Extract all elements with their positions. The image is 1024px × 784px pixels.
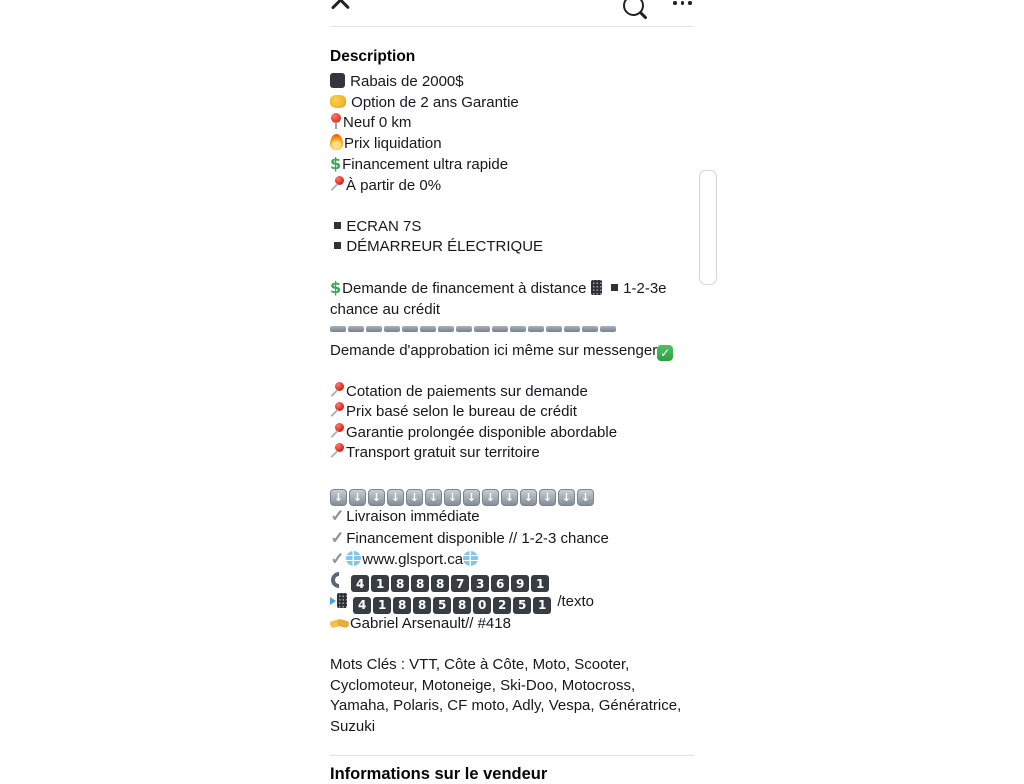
keycap-digit-icon: 8 <box>411 575 429 592</box>
minus-icon <box>492 326 508 332</box>
dollar-icon <box>330 278 341 300</box>
description-line <box>330 217 694 238</box>
square-bullet-icon <box>334 222 341 229</box>
minus-icon <box>330 326 346 332</box>
keycap-digit-icon: 7 <box>451 575 469 592</box>
keycap-digit-icon: 1 <box>533 597 551 614</box>
text-run: Gabriel Arsenault// #418 <box>350 615 511 632</box>
globe-icon <box>346 551 361 566</box>
keycap-digit-icon: 5 <box>513 597 531 614</box>
text-run: Yamaha, Polaris, CF moto, Adly, Vespa, Génératrice, <box>330 697 682 714</box>
text-run: Prix basé selon le bureau de crédit <box>346 403 577 420</box>
text-run: Financement disponible // 1-2-3 chance <box>346 529 609 547</box>
keycap-digit-icon: 8 <box>431 575 449 592</box>
keycap-digit-icon: 1 <box>373 597 391 614</box>
description-line <box>330 341 694 362</box>
text-run: Rabais de 2000$ <box>346 73 464 90</box>
description-line <box>330 717 694 738</box>
text-run: Transport gratuit sur territoire <box>346 444 540 461</box>
description-line <box>330 592 694 614</box>
keycap-digit-icon: 3 <box>471 575 489 592</box>
keycap-digit-icon: 0 <box>473 597 491 614</box>
keycap-digit-icon: 8 <box>391 575 409 592</box>
arrow-down-icon <box>444 489 461 506</box>
description-line <box>330 676 694 697</box>
dollar-icon <box>330 154 341 176</box>
description-line <box>330 361 694 382</box>
arrow-down-icon <box>406 489 423 506</box>
text-run: Option de 2 ans Garantie <box>347 93 519 111</box>
description-line <box>330 300 694 321</box>
description-line <box>330 196 694 217</box>
pushpin-icon <box>330 402 345 418</box>
arrow-down-icon <box>387 489 404 506</box>
minus-icon <box>582 326 598 332</box>
minus-icon <box>600 326 616 332</box>
description-line <box>330 443 694 464</box>
minus-icon <box>348 326 364 332</box>
description-line <box>330 549 694 571</box>
keycap-digit-icon: 4 <box>351 575 369 592</box>
text-run: chance au crédit <box>330 300 441 318</box>
section-divider <box>330 755 694 756</box>
keycap-digit-icon: 8 <box>453 597 471 614</box>
minus-icon <box>438 326 454 332</box>
minus-icon <box>474 326 490 332</box>
text-run: Livraison immédiate <box>346 508 480 525</box>
minus-icon <box>420 326 436 332</box>
description-line <box>330 258 694 279</box>
description-line <box>330 402 694 423</box>
description-line <box>330 176 694 197</box>
arrow-down-icon <box>368 489 385 506</box>
check-gray-icon <box>330 506 344 528</box>
arrow-down-icon <box>520 489 537 506</box>
arrow-down-icon <box>539 489 556 506</box>
fire-icon <box>330 134 343 150</box>
description-line <box>330 484 694 506</box>
text-run: À partir de 0% <box>346 176 442 194</box>
minus-icon <box>366 326 382 332</box>
square-bullet-icon <box>334 242 341 249</box>
text-run: /texto <box>553 593 595 611</box>
arrow-down-icon <box>330 489 347 506</box>
description-line <box>330 134 694 155</box>
text-run <box>603 280 611 297</box>
check-gray-icon <box>330 528 344 550</box>
keycap-digit-icon: 2 <box>493 597 511 614</box>
arrow-down-icon <box>349 489 366 506</box>
description-line <box>330 278 694 300</box>
text-run: www.glsport.ca <box>362 551 464 568</box>
pushpin-icon <box>330 176 345 192</box>
fist-icon <box>330 95 346 108</box>
keycap-digit-icon: 5 <box>433 597 451 614</box>
keycap-digit-icon: 8 <box>393 597 411 614</box>
description-line <box>330 614 694 635</box>
description-line <box>330 237 694 258</box>
text-run: Demande d'approbation ici même sur messenger <box>330 341 658 359</box>
handshake-icon <box>330 617 349 630</box>
arrow-down-icon <box>501 489 518 506</box>
minus-icon <box>564 326 580 332</box>
check-green-icon <box>657 345 673 361</box>
arrow-down-icon <box>577 489 594 506</box>
text-run: Demande de financement à distance <box>342 280 591 297</box>
text-run: DÉMARREUR ÉLECTRIQUE <box>342 238 544 255</box>
description-line <box>330 113 694 134</box>
minus-icon <box>402 326 418 332</box>
description-line <box>330 93 694 114</box>
text-run: Cotation de paiements sur demande <box>346 382 588 400</box>
description-line <box>330 528 694 550</box>
check-gray-icon <box>330 549 344 571</box>
keycap-digit-icon: 6 <box>491 575 509 592</box>
arrow-down-icon <box>425 489 442 506</box>
minus-icon <box>456 326 472 332</box>
text-run: Neuf 0 km <box>343 114 412 131</box>
pushpin-icon <box>330 443 345 459</box>
minus-icon <box>510 326 526 332</box>
description-line <box>330 506 694 528</box>
text-run: ECRAN 7S <box>342 217 422 235</box>
pushpin-icon <box>330 423 345 439</box>
description-line <box>330 423 694 444</box>
phone-arrow-icon <box>330 593 348 608</box>
text-run: Prix liquidation <box>344 134 442 152</box>
round-pin-icon <box>330 113 342 130</box>
minus-icon <box>528 326 544 332</box>
description-line <box>330 635 694 656</box>
mobile-phone-icon <box>591 280 602 295</box>
minus-icon <box>384 326 400 332</box>
keycap-digit-icon: 1 <box>371 575 389 592</box>
keycap-digit-icon: 9 <box>511 575 529 592</box>
description-line <box>330 464 694 485</box>
text-run: Financement ultra rapide <box>342 156 509 173</box>
description-line <box>330 696 694 717</box>
text-run: Suzuki <box>330 717 376 735</box>
keycap-digit-icon: 4 <box>353 597 371 614</box>
description-line <box>330 382 694 403</box>
square-bullet-icon <box>611 284 618 291</box>
text-run: Mots Clés : VTT, Côte à Côte, Moto, Scooter, <box>330 656 630 673</box>
seller-info-title: Informations sur le vendeur <box>330 765 548 783</box>
description-section <box>330 0 694 784</box>
black-square-icon <box>330 73 345 88</box>
arrow-down-icon <box>482 489 499 506</box>
description-line <box>330 571 694 593</box>
globe-icon <box>463 551 478 566</box>
arrow-down-icon <box>558 489 575 506</box>
section-title: Description <box>330 48 416 65</box>
pushpin-icon <box>330 382 345 398</box>
description-line <box>330 655 694 676</box>
description-line <box>330 320 694 341</box>
description-text <box>330 72 694 737</box>
minus-icon <box>546 326 562 332</box>
text-run: Cyclomoteur, Motoneige, Ski-Doo, Motocross, <box>330 676 636 694</box>
description-line <box>330 154 694 176</box>
keycap-digit-icon: 1 <box>531 575 549 592</box>
phone-icon <box>330 571 346 587</box>
arrow-down-icon <box>463 489 480 506</box>
text-run: 1-2-3e <box>618 280 667 297</box>
keycap-digit-icon: 8 <box>413 597 431 614</box>
scroll-indicator[interactable] <box>699 169 710 287</box>
text-run: Garantie prolongée disponible abordable <box>346 423 618 441</box>
description-line <box>330 72 694 93</box>
